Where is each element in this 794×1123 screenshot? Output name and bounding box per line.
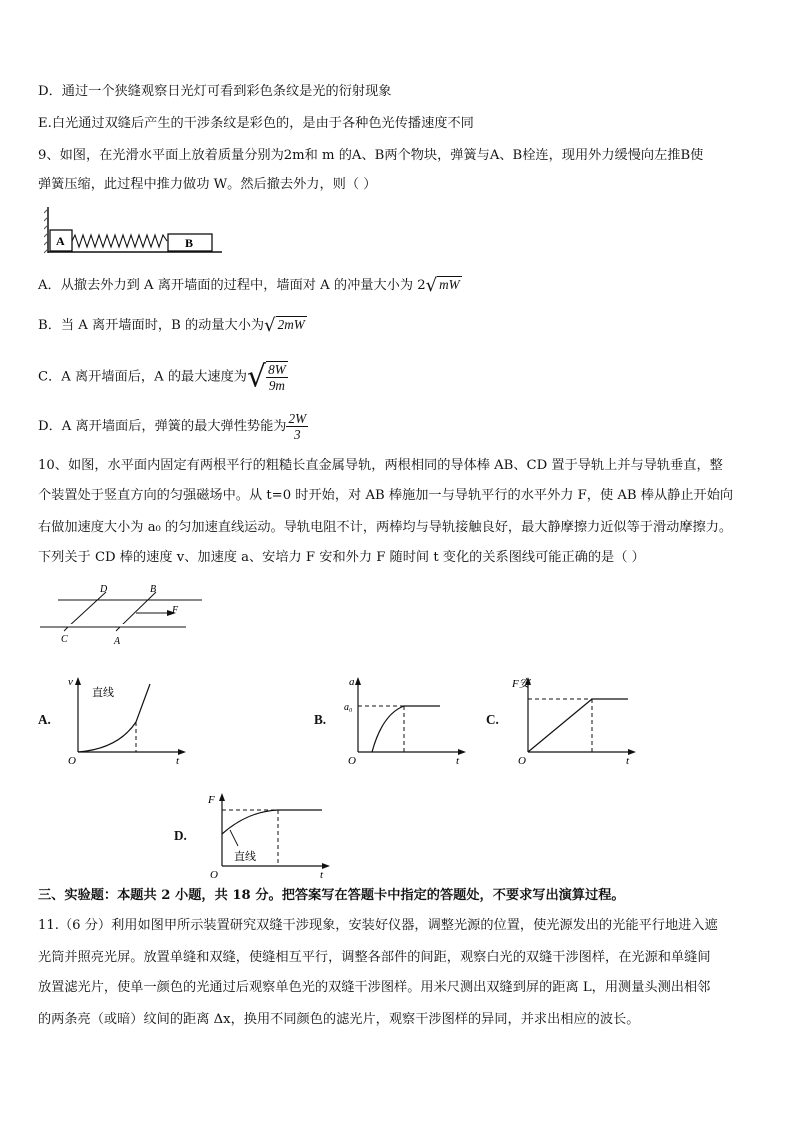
- graph-b-ylabel: a: [349, 676, 355, 688]
- q9-stem-line1: 9、如图，在光滑水平面上放着质量分别为2m和 m 的A、B两个物块，弹簧与A、B栓连，现用外力缓慢向左推B使: [38, 148, 704, 163]
- q10-stem-line2: 个装置处于竖直方向的匀强磁场中。从 t=0 时开始，对 AB 棒施加一与导轨平行的水平外力 F，使 AB 棒从静止开始向: [38, 488, 734, 503]
- q10-rails-figure: [36, 582, 208, 624]
- graph-option-d-label: D.: [174, 828, 187, 843]
- q11-stem-line1: 11.（6 分）利用如图甲所示装置研究双缝干涉现象，安装好仪器，调整光源的位置，使光源发出的光能平行地进入遮: [38, 918, 718, 933]
- graph-d-xlabel: t: [320, 869, 324, 881]
- q9-option-d: [38, 411, 308, 443]
- graph-a: [64, 674, 194, 766]
- q11-stem-line2: 光筒并照亮光屏。放置单缝和双缝，使缝相互平行，调整各部件的间距，观察白光的双缝干涉图样，在光源和单缝间: [38, 950, 711, 965]
- q8-option-e: E.白光通过双缝后产生的干涉条纹是彩色的，是由于各种色光传播速度不同: [38, 116, 474, 131]
- q9-spring-figure: [44, 205, 224, 255]
- graph-d-note: 直线: [234, 851, 256, 863]
- graph-option-b-label: B.: [314, 712, 327, 727]
- block-b-label: B: [185, 236, 194, 250]
- spring: [72, 235, 167, 247]
- q8-option-d: D．通过一个狭缝观察日光灯可看到彩色条纹是光的衍射现象: [38, 84, 392, 99]
- block-a-label: A: [56, 234, 65, 248]
- rod-label-c: C: [61, 634, 68, 645]
- q9-option-c-text: C．A 离开墙面后，A 的最大速度为: [38, 369, 247, 385]
- graph-b-origin: O: [348, 755, 356, 766]
- graph-a-xlabel: t: [176, 755, 180, 766]
- graph-d-origin: O: [210, 869, 218, 881]
- q9-stem-line2: 弹簧压缩，此过程中推力做功 W。然后撤去外力，则（ ）: [38, 177, 377, 192]
- graph-a-origin: O: [68, 755, 76, 766]
- q9-option-b: B．当 A 离开墙面时，B 的动量大小为√ 2mW: [38, 315, 305, 336]
- graph-c-xlabel: t: [626, 755, 630, 766]
- graph-b-xlabel: t: [456, 755, 460, 766]
- graph-d: [200, 790, 334, 882]
- graph-b: [344, 674, 474, 766]
- q9-option-a-radicand: mW: [439, 277, 460, 292]
- q10-rails-figure-bottom: [36, 624, 208, 648]
- q10-stem-line1: 10、如图，水平面内固定有两根平行的粗糙长直金属导轨，两根相同的导体棒 AB、CD 置于导轨上并与导轨垂直，整: [38, 458, 723, 473]
- section-3-heading: 三、实验题：本题共 2 小题，共 18 分。把答案写在答题卡中指定的答题处，不要求写出演算过程。: [38, 888, 625, 903]
- q10-stem-line3: 右做加速度大小为 a₀ 的匀加速直线运动。导轨电阻不计，两棒均与导轨接触良好，最大静摩擦力近似等于滑动摩擦力。: [38, 520, 733, 535]
- graph-a-note: 直线: [92, 687, 114, 699]
- q9-option-d-numerator: 2W: [288, 411, 307, 426]
- q11-stem-line4: 的两条亮（或暗）纹间的距离 Δx，换用不同颜色的滤光片，观察干涉图样的异同，并求出相应的波长。: [38, 1012, 640, 1027]
- q10-stem-line4: 下列关于 CD 棒的速度 v、加速度 a、安培力 F 安和外力 F 随时间 t 变化的关系图线可能正确的是（ ）: [38, 550, 645, 565]
- q9-option-c-denominator: 9m: [268, 378, 285, 393]
- graph-option-a-label: A.: [38, 712, 51, 727]
- graph-c-origin: O: [518, 755, 526, 766]
- graph-b-a0: a₀: [344, 702, 353, 713]
- rod-label-a: A: [114, 636, 121, 647]
- graph-d-ylabel: F: [208, 794, 215, 806]
- q9-option-a-text: A．从撤去外力到 A 离开墙面的过程中，墙面对 A 的冲量大小为 2: [38, 278, 426, 293]
- graph-option-c-label: C.: [486, 712, 499, 727]
- rod-label-d: D: [100, 584, 108, 595]
- q9-option-d-text: D．A 离开墙面后，弹簧的最大弹性势能为: [38, 419, 287, 434]
- q9-option-b-radicand: 2mW: [277, 317, 305, 332]
- q9-option-b-text: B．当 A 离开墙面时，B 的动量大小为: [38, 318, 265, 333]
- graph-c-ylabel: F安: [512, 678, 530, 690]
- q11-stem-line3: 放置滤光片，使单一颜色的光通过后观察单色光的双缝干涉图样。用米尺测出双缝到屏的距离 L，用测量头测出相邻: [38, 980, 711, 995]
- force-label-f: F: [172, 605, 179, 616]
- q9-option-c-numerator: 8W: [268, 362, 286, 377]
- q9-option-c: C．A 离开墙面后，A 的最大速度为√ $\frac{8W}{9m}$: [38, 359, 286, 395]
- graph-a-ylabel: v: [68, 676, 73, 688]
- graph-c: [510, 674, 644, 766]
- q9-option-d-denominator: 3: [293, 427, 301, 442]
- q9-option-a: A．从撤去外力到 A 离开墙面的过程中，墙面对 A 的冲量大小为 2√ mW: [38, 275, 460, 296]
- rod-label-b: B: [150, 584, 157, 595]
